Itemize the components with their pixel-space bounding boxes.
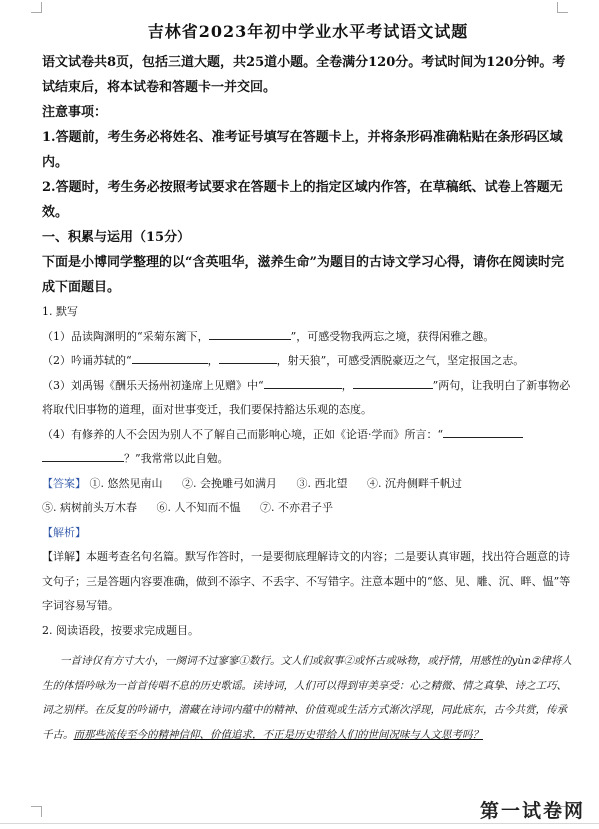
document-page: [42, 20, 574, 747]
question-1-line-3: [42, 374, 574, 423]
analysis-tag: 【解析】: [42, 525, 86, 539]
text: ”，可感受物我两忘之境，获得闲雅之趣。: [290, 329, 495, 343]
detail-text: 本题考查名句名篇。默写作答时，一是要彻底理解诗文的内容；二是要认真审题，找出符合题意的诗文句子；三是答题内容要准确，做到不添字、不丢字、不写错字。注意本题中的“悠、见、雕、沉、畔、愠”等字词容易写错。: [42, 550, 571, 612]
text: ”两句，让我明白了新事物必将取代旧事物的道理，面对世事变迁，我们要保持豁达乐观的态度。: [42, 378, 571, 416]
answer-item: ③. 西北望: [296, 476, 348, 490]
answer-item: ⑦. 不亦君子乎: [260, 501, 333, 514]
passage-underlined-sentence: 而那些流传至今的精神信仰、价值追求，不正是历史带给人们的世间况味与人文思考吗？: [73, 728, 483, 741]
crop-mark-top-left: [31, 2, 42, 13]
answer-blank: [219, 351, 277, 364]
answer-blank: [209, 327, 291, 340]
text: （2）吟诵苏轼的“: [42, 354, 132, 367]
answer-blank: [264, 376, 342, 389]
text: ？”我常常以此自勉。: [124, 452, 229, 465]
text: ，射天狼”，可感受洒脱豪迈之气，坚定报国之志。: [276, 354, 525, 367]
reading-passage: [42, 649, 574, 747]
answer-item: ⑤. 病树前头万木春: [42, 501, 137, 514]
text: （4）有修养的人不会因为别人不了解自己而影响心境，正如《论语·学而》所言：“: [42, 427, 444, 441]
answer-blank: [42, 449, 124, 462]
text: （3）刘禹锡《酬乐天扬州初逢席上见赠》中“: [42, 378, 264, 392]
answer-blank: [353, 376, 433, 389]
question-1-label: 1. 默写: [42, 305, 78, 318]
answer-blank: [132, 351, 208, 364]
answer-block: [42, 472, 574, 521]
passage-text: 一首诗仅有方寸大小，一阕词不过寥寥①数行。文人们或叙事②或怀古或咏物，或抒情，用感性的yùn②律将人生的体悟吟咏为一首首传唱不息的历史歌谣。读诗词，人们可以得到审美享受：心之精微、情之真挚、诗之工巧、词之别样。在反复的吟诵中，潜藏在诗词内蕴中的精神、价值观或生活方式渐次浮现，同此底东，古今共赏，传承千古。: [42, 655, 572, 741]
detail-block: [42, 545, 574, 619]
footer-divider: [0, 823, 599, 824]
text: ，: [341, 378, 353, 392]
text: （1）品读陶渊明的“采菊东篱下，: [42, 329, 209, 343]
notice-item-2: 2.答题时，考生务必按照考试要求在答题卡上的指定区域内作答，在草稿纸、试卷上答题无效。: [42, 180, 563, 220]
crop-mark-top-right: [557, 2, 568, 13]
exam-intro: 语文试卷共8页，包括三道大题，共25道小题。全卷满分120分。考试时间为120分钟。考试结束后，将本试卷和答题卡一并交回。: [42, 55, 566, 95]
section-description: 下面是小博同学整理的以“含英咀华，滋养生命”为题目的古诗文学习心得，请你在阅读时完成下面题目。: [42, 255, 564, 295]
detail-tag: 【详解】: [42, 550, 86, 563]
section-heading: 一、积累与运用（15分）: [42, 230, 191, 245]
text: ，: [207, 354, 219, 367]
question-1-line-1: [42, 325, 574, 350]
answer-item: ④. 沉舟侧畔千帆过: [367, 476, 462, 490]
notice-heading: 注意事项：: [42, 105, 108, 120]
notice-item-1: 1.答题前，考生务必将姓名、准考证号填写在答题卡上，并将条形码准确粘贴在条形码区域内。: [42, 130, 563, 170]
answer-blank: [443, 425, 523, 438]
question-1-line-2: [42, 349, 574, 374]
question-1-line-4: [42, 423, 574, 472]
answer-item: ②. 会挽雕弓如满月: [182, 476, 277, 490]
question-2-label: 2. 阅读语段，按要求完成题目。: [42, 623, 199, 637]
answer-tag: 【答案】: [42, 476, 86, 490]
watermark-logo: 第一试卷网: [479, 800, 585, 822]
answer-item: ⑥. 人不知而不愠: [156, 501, 241, 514]
document-title: 吉林省2023年初中学业水平考试语文试题: [147, 22, 469, 41]
answer-item: ①. 悠然见南山: [89, 476, 163, 490]
crop-mark-bottom-left: [31, 806, 42, 817]
